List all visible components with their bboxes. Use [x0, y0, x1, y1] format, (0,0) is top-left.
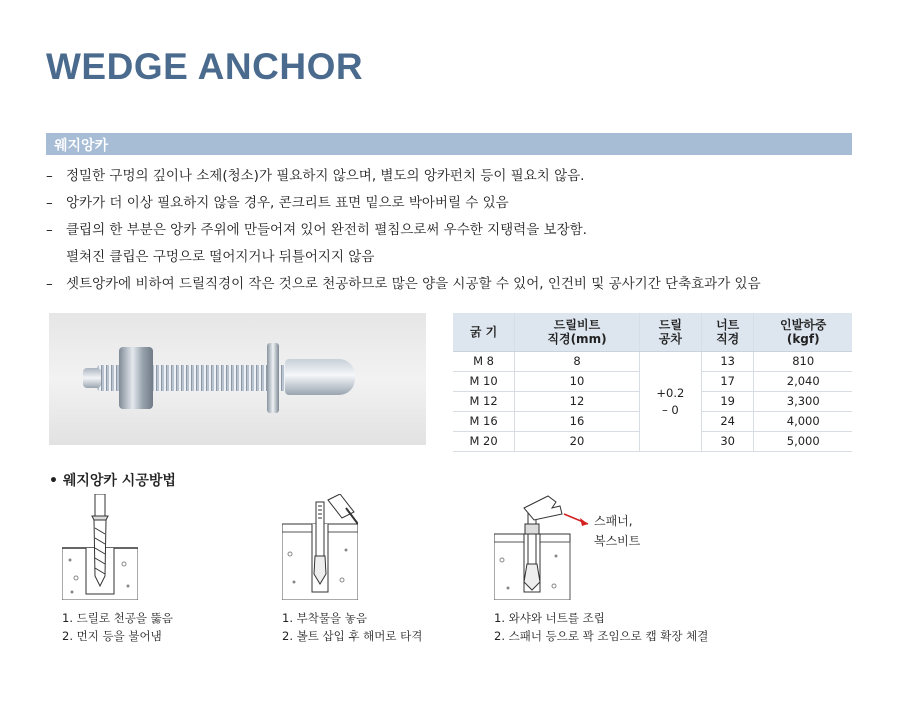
anchor-rod-end	[83, 368, 101, 388]
col-header-pull-load: 인발하중 (kgf)	[754, 313, 852, 352]
step-1-caption: 1. 드릴로 천공을 뚫음 2. 먼지 등을 불어냄	[62, 611, 173, 643]
cell-size: M 12	[453, 392, 515, 412]
col-header-size: 굵 기	[453, 313, 515, 352]
cell-drill: 8	[515, 352, 640, 372]
cell-drill: 10	[515, 372, 640, 392]
step-3-caption: 1. 와샤와 너트를 조립 2. 스패너 등으로 꽉 조임으로 캡 확장 체결	[494, 611, 709, 643]
cell-nut: 24	[701, 412, 754, 432]
page-title: WEDGE ANCHOR	[46, 46, 364, 87]
cell-size: M 16	[453, 412, 515, 432]
cell-drill: 16	[515, 412, 640, 432]
col-header-drill-tolerance: 드릴 공차	[639, 313, 701, 352]
feature-item: – 정밀한 구멍의 깊이나 소제(청소)가 필요하지 않으며, 별도의 앙카펀치 등이 필요치 않음.	[46, 168, 585, 184]
drilling-diagram	[62, 494, 138, 600]
feature-item: – 클립의 한 부분은 앙카 주위에 만들어져 있어 완전히 펼침으로써 우수한 지탱력을 보장함.	[46, 222, 587, 238]
feature-item: – 셋트앙카에 비하여 드릴직경이 작은 것으로 천공하므로 많은 양을 시공할 수 있어, 인건비 및 공사기간 단축효과가 있음	[46, 276, 761, 292]
table-row	[453, 352, 852, 372]
cell-size: M 20	[453, 432, 515, 452]
cell-load: 4,000	[754, 412, 852, 432]
anchor-washer	[267, 343, 279, 413]
cell-nut: 30	[701, 432, 754, 452]
tightening-diagram	[494, 494, 594, 600]
anchor-nut	[119, 347, 153, 409]
cell-nut: 13	[701, 352, 754, 372]
spanner-callout: 스패너, 복스비트	[594, 514, 641, 548]
cell-load: 5,000	[754, 432, 852, 452]
table-header-row	[453, 313, 852, 352]
cell-load: 2,040	[754, 372, 852, 392]
cell-size: M 10	[453, 372, 515, 392]
anchor-wedge-clip	[285, 359, 355, 395]
cell-load: 3,300	[754, 392, 852, 412]
cell-drill: 20	[515, 432, 640, 452]
section-label: 웨지앙카	[54, 138, 109, 154]
cell-load: 810	[754, 352, 852, 372]
wedge-anchor-photo	[49, 313, 426, 445]
cell-size: M 8	[453, 352, 515, 372]
hammering-diagram	[282, 494, 358, 600]
installation-method-title: • 웨지앙카 시공방법	[49, 473, 176, 489]
cell-drill: 12	[515, 392, 640, 412]
section-header-bar	[46, 133, 852, 155]
feature-item: – 앙카가 더 이상 필요하지 않을 경우, 콘크리트 표면 밑으로 박아버릴 수 있음	[46, 195, 509, 211]
col-header-nut-diameter: 너트 직경	[701, 313, 754, 352]
cell-tolerance: +0.2 – 0	[639, 352, 701, 452]
step-2-caption: 1. 부착물을 놓음 2. 볼트 삽입 후 해머로 타격	[282, 611, 423, 643]
feature-item-continuation: 펼쳐진 클립은 구멍으로 떨어지거나 뒤틀어지지 않음	[66, 249, 375, 265]
feature-list	[46, 168, 866, 303]
cell-nut: 17	[701, 372, 754, 392]
spec-table	[453, 313, 852, 452]
cell-nut: 19	[701, 392, 754, 412]
col-header-drill-diameter: 드릴비트 직경(mm)	[515, 313, 640, 352]
